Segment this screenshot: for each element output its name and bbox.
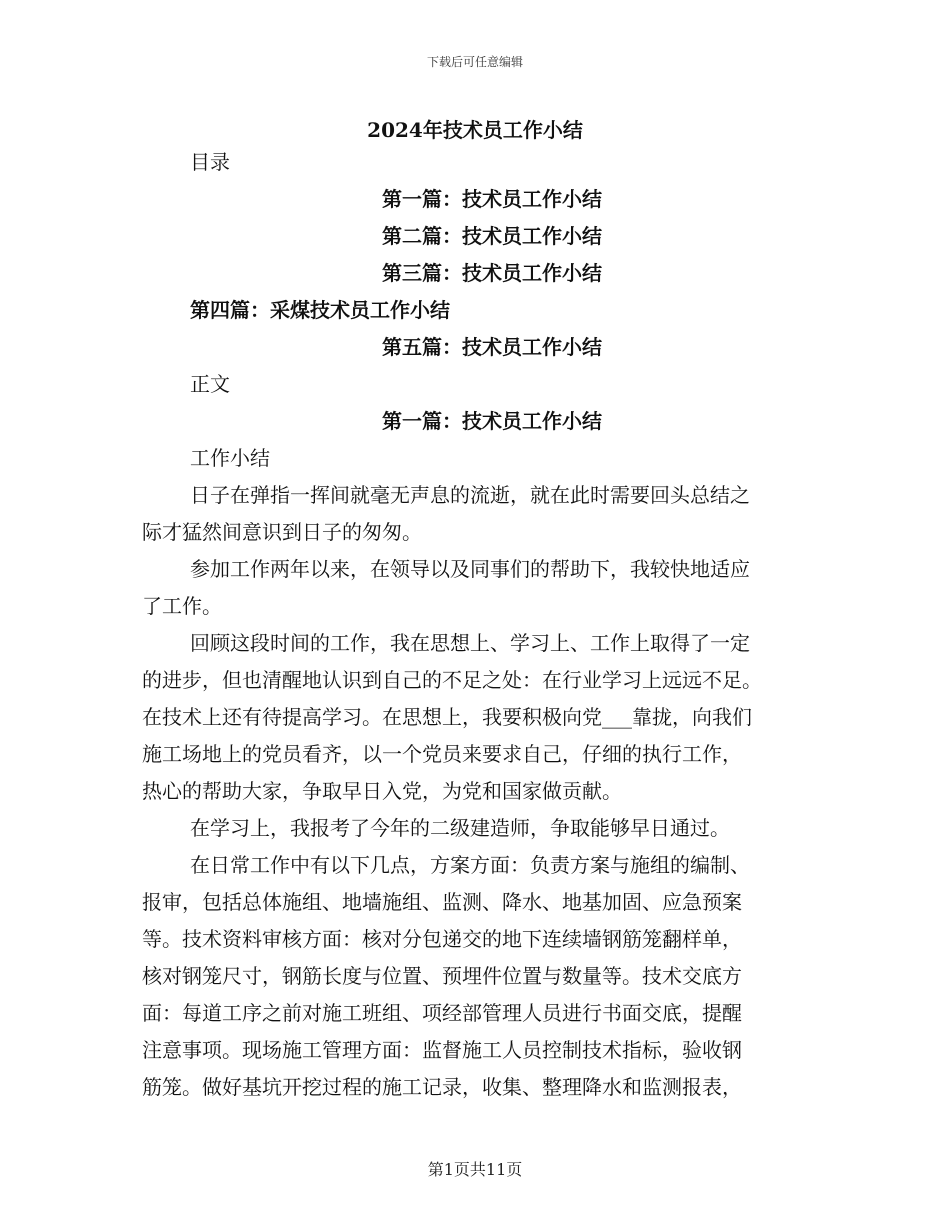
paragraph-line: 等。技术资料审核方面：核对分包递交的地下连续墙钢筋笼翻样单， (142, 927, 742, 951)
paragraph-line: 际才猛然间意识到日子的匆匆。 (142, 520, 422, 544)
paragraph (142, 477, 807, 551)
paragraph (142, 810, 807, 847)
section-heading: 第一篇：技术员工作小结 (382, 409, 602, 433)
page-footer: 第1页共11页 (427, 1160, 523, 1179)
paragraph-line: 施工场地上的党员看齐，以一个党员来要求自己，仔细的执行工作， (142, 742, 742, 766)
toc-heading: 目录 (190, 150, 230, 174)
paragraph-line: 回顾这段时间的工作，我在思想上、学习上、工作上取得了一定 (190, 631, 750, 655)
document-title: 2024年技术员工作小结 (367, 118, 583, 142)
body-label: 正文 (190, 372, 230, 396)
paragraph-line: 筋笼。做好基坑开挖过程的施工记录，收集、整理降水和监测报表， (142, 1075, 742, 1099)
toc-item-5: 第五篇：技术员工作小结 (382, 335, 602, 359)
page-header: 下载后可任意编辑 (426, 55, 523, 69)
paragraph-line: 报审，包括总体施组、地墙施组、监测、降水、地基加固、应急预案 (142, 890, 742, 914)
paragraph-line: 在学习上，我报考了今年的二级建造师，争取能够早日通过。 (190, 816, 730, 840)
toc-item-4: 第四篇：采煤技术员工作小结 (190, 298, 450, 322)
paragraph (142, 551, 807, 625)
paragraph (142, 847, 807, 1106)
paragraph-line: 在技术上还有待提高学习。在思想上，我要积极向党___靠拢，向我们 (142, 705, 752, 729)
toc-item-1: 第一篇：技术员工作小结 (382, 187, 602, 211)
paragraph-line: 核对钢笼尺寸，钢筋长度与位置、预埋件位置与数量等。技术交底方 (142, 964, 742, 988)
toc-item-3: 第三篇：技术员工作小结 (382, 261, 602, 285)
paragraph-line: 参加工作两年以来，在领导以及同事们的帮助下，我较快地适应 (190, 557, 750, 581)
paragraph (142, 625, 807, 810)
subheading: 工作小结 (190, 446, 270, 470)
paragraph-line: 的进步，但也清醒地认识到自己的不足之处：在行业学习上远远不足。 (142, 668, 762, 692)
paragraph-line: 面：每道工序之前对施工班组、项经部管理人员进行书面交底，提醒 (142, 1001, 742, 1025)
toc-item-2: 第二篇：技术员工作小结 (382, 224, 602, 248)
document-body (142, 144, 807, 1106)
paragraph-line: 日子在弹指一挥间就毫无声息的流逝，就在此时需要回头总结之 (190, 483, 750, 507)
paragraph-line: 了工作。 (142, 594, 222, 618)
paragraph-line: 热心的帮助大家，争取早日入党，为党和国家做贡献。 (142, 779, 622, 803)
paragraph-line: 在日常工作中有以下几点，方案方面：负责方案与施组的编制、 (190, 853, 750, 877)
paragraph-line: 注意事项。现场施工管理方面：监督施工人员控制技术指标，验收钢 (142, 1038, 742, 1062)
